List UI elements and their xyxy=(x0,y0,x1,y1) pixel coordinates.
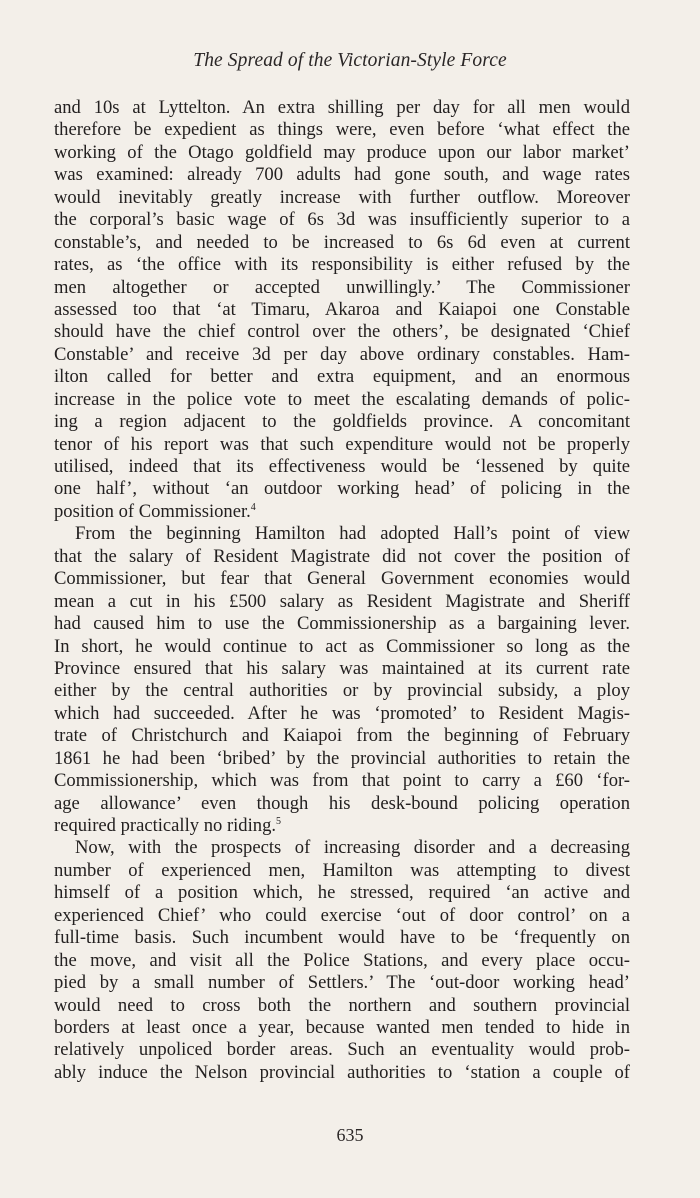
text-line-content: constable’s, and needed to be increased to 6s 6d even at current xyxy=(54,231,630,253)
text-line xyxy=(54,927,630,949)
running-head: The Spread of the Victorian-Style Force xyxy=(193,50,507,71)
text-line xyxy=(54,950,630,972)
text-line-content: Now, with the prospects of increasing disorder and a decreasing xyxy=(75,837,630,859)
text-line xyxy=(54,995,630,1017)
text-line xyxy=(54,411,630,433)
text-line xyxy=(54,748,630,770)
text-line xyxy=(54,636,630,658)
text-line-content: Province ensured that his salary was maintained at its current rate xyxy=(54,657,630,679)
text-line xyxy=(54,164,630,186)
text-line xyxy=(54,501,630,523)
text-line-content: tenor of his report was that such expenditure would not be properly xyxy=(54,433,630,455)
text-line-content: rates, as ‘the office with its responsibility is either refused by the xyxy=(54,254,630,276)
text-line-content: that the salary of Resident Magistrate did not cover the position of xyxy=(54,545,630,567)
text-line xyxy=(54,119,630,141)
text-line xyxy=(54,837,630,859)
text-line-content: 1861 he had been ‘bribed’ by the provincial authorities to retain the xyxy=(54,747,630,769)
text-line-content: experienced Chief’ who could exercise ‘out of door control’ on a xyxy=(54,904,630,926)
text-line-content: From the beginning Hamilton had adopted Hall’s point of view xyxy=(75,523,630,545)
text-line xyxy=(54,770,630,792)
text-line-content: should have the chief control over the others’, be designated ‘Chief xyxy=(54,321,630,343)
text-line xyxy=(54,703,630,725)
text-line xyxy=(54,815,630,837)
text-line-content: assessed too that ‘at Timaru, Akaroa and Kaiapoi one Constable xyxy=(54,298,630,320)
text-line-content: himself of a position which, he stressed, required ‘an active and xyxy=(54,882,630,904)
text-line xyxy=(54,232,630,254)
text-line xyxy=(54,389,630,411)
paragraph-3 xyxy=(54,837,630,1084)
text-line-content: Commissioner, but fear that General Government economies would xyxy=(54,568,630,590)
text-line-content: either by the central authorities or by provincial subsidy, a ploy xyxy=(54,680,630,702)
text-line-content: Commissionership, which was from that point to carry a £60 ‘for- xyxy=(54,770,630,792)
text-line-content: which had succeeded. After he was ‘promoted’ to Resident Magis- xyxy=(54,702,630,724)
footnote-marker[interactable]: 5 xyxy=(276,815,282,827)
text-line-content: and 10s at Lyttelton. An extra shilling per day for all men would xyxy=(54,97,630,118)
text-line-content: one half’, without ‘an outdoor working head’ of policing in the xyxy=(54,478,630,500)
text-line-content: mean a cut in his £500 salary as Resident Magistrate and Sheriff xyxy=(54,590,630,612)
text-line xyxy=(54,434,630,456)
text-line-content: would need to cross both the northern and southern provincial xyxy=(54,994,630,1016)
text-line xyxy=(54,97,630,119)
text-line xyxy=(54,793,630,815)
text-line-content: trate of Christchurch and Kaiapoi from the beginning of February xyxy=(54,725,630,747)
text-line-content: working of the Otago goldfield may produce upon our labor market’ xyxy=(54,141,630,163)
paragraph-2 xyxy=(54,523,630,837)
paragraph-1 xyxy=(54,97,630,523)
text-line xyxy=(54,680,630,702)
text-line xyxy=(54,1017,630,1039)
text-line xyxy=(54,546,630,568)
text-line-content: age allowance’ even though his desk-bound policing operation xyxy=(54,792,630,814)
text-line-content: full-time basis. Such incumbent would have to be ‘frequently on xyxy=(54,927,630,949)
text-line xyxy=(54,905,630,927)
page-number: 635 xyxy=(336,1125,364,1145)
text-line-content: ilton called for better and extra equipment, and an enormous xyxy=(54,366,630,388)
text-line xyxy=(54,613,630,635)
text-line-content: position of Commissioner. xyxy=(54,500,251,522)
text-line xyxy=(54,658,630,680)
text-line xyxy=(54,321,630,343)
text-line xyxy=(54,209,630,231)
text-line-content: therefore be expedient as things were, even before ‘what effect the xyxy=(54,119,630,141)
text-line-content: pied by a small number of Settlers.’ The ‘out-door working head’ xyxy=(54,972,630,994)
text-line xyxy=(54,366,630,388)
text-line xyxy=(54,523,630,545)
text-line xyxy=(54,860,630,882)
body-text xyxy=(54,97,630,1084)
text-line-content: required practically no riding. xyxy=(54,815,277,836)
text-line xyxy=(54,277,630,299)
text-line xyxy=(54,1039,630,1061)
text-line-content: ably induce the Nelson provincial authorities to ‘station a couple of xyxy=(54,1061,630,1083)
text-line-content: the corporal’s basic wage of 6s 3d was insufficiently superior to a xyxy=(54,209,630,231)
text-line xyxy=(54,725,630,747)
text-line-content: would inevitably greatly increase with further outflow. Moreover xyxy=(54,186,630,208)
text-line xyxy=(54,972,630,994)
text-line-content: Constable’ and receive 3d per day above ordinary constables. Ham- xyxy=(54,343,630,365)
text-line-content: increase in the police vote to meet the escalating demands of polic- xyxy=(54,388,630,410)
text-line-content: number of experienced men, Hamilton was attempting to divest xyxy=(54,859,630,881)
text-line xyxy=(54,591,630,613)
text-line-content: was examined: already 700 adults had gone south, and wage rates xyxy=(54,164,630,186)
text-line-content: utilised, indeed that its effectiveness would be ‘lessened by quite xyxy=(54,456,630,477)
footnote-marker[interactable]: 4 xyxy=(250,501,256,513)
text-line xyxy=(54,882,630,904)
text-line xyxy=(54,142,630,164)
text-line-content: ing a region adjacent to the goldfields province. A concomitant xyxy=(54,411,630,433)
text-line-content: In short, he would continue to act as Commissioner so long as the xyxy=(54,635,630,657)
text-line xyxy=(54,299,630,321)
text-line-content: the move, and visit all the Police Stations, and every place occu- xyxy=(54,949,630,971)
text-line xyxy=(54,456,630,478)
text-line-content: had caused him to use the Commissionership as a bargaining lever. xyxy=(54,613,630,635)
text-line xyxy=(54,344,630,366)
text-line xyxy=(54,187,630,209)
text-line-content: relatively unpoliced border areas. Such an eventuality would prob- xyxy=(54,1039,630,1061)
text-line xyxy=(54,478,630,500)
text-line xyxy=(54,1062,630,1084)
text-line xyxy=(54,568,630,590)
text-line xyxy=(54,254,630,276)
text-line-content: men altogether or accepted unwillingly.’ The Commissioner xyxy=(54,276,630,298)
text-line-content: borders at least once a year, because wanted men tended to hide in xyxy=(54,1016,630,1038)
